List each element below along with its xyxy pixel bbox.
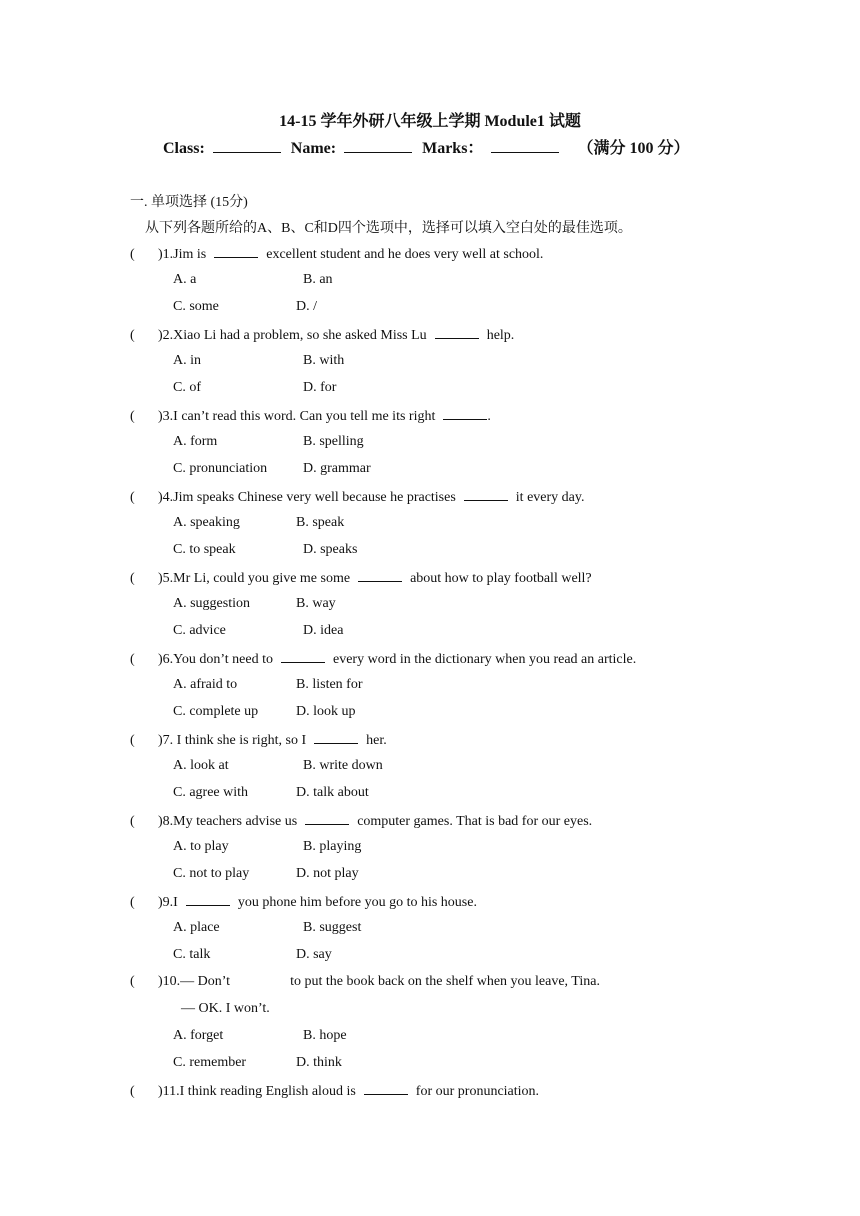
answer-paren[interactable]: (: [130, 247, 135, 262]
answer-paren[interactable]: (: [130, 895, 135, 910]
stem-text: excellent student and he does very well at school.: [266, 247, 544, 262]
stem-text: )1.Jim is: [158, 247, 207, 262]
stem-text: you phone him before you go to his house.: [237, 895, 477, 910]
stem-text: )6.You don’t need to: [158, 652, 273, 667]
answer-paren[interactable]: (: [130, 652, 135, 667]
stem-text: computer games. That is bad for our eyes.: [357, 814, 593, 829]
option-d: D. look up: [296, 704, 356, 719]
option-b: B. way: [296, 596, 336, 611]
student-info-line: [163, 135, 689, 158]
section-instruction: 从下列各题所给的A、B、C和D四个选项中，选择可以填入空白处的最佳选项。: [145, 221, 632, 236]
option-a: A. look at: [173, 758, 229, 773]
answer-paren[interactable]: (: [130, 733, 135, 748]
question-stem: [130, 812, 592, 830]
question-stem: [130, 245, 543, 263]
question-stem: [130, 893, 477, 911]
stem-text: )5.Mr Li, could you give me some: [158, 571, 351, 586]
option-a: A. forget: [173, 1028, 224, 1043]
option-d: D. /: [296, 299, 317, 314]
question-stem: [130, 326, 514, 344]
answer-paren[interactable]: (: [130, 328, 135, 343]
option-c: C. of: [173, 380, 201, 395]
option-c: C. to speak: [173, 542, 236, 557]
question-stem: [130, 569, 592, 587]
question-stem: [130, 650, 636, 668]
marks-blank[interactable]: [491, 138, 559, 153]
dialogue-reply: — OK. I won’t.: [181, 1001, 270, 1016]
option-b: B. hope: [303, 1028, 347, 1043]
answer-paren[interactable]: (: [130, 490, 135, 505]
page-title: 14-15 学年外研八年级上学期 Module1 试题: [279, 113, 581, 130]
option-b: B. listen for: [296, 677, 363, 692]
answer-blank: [358, 569, 402, 582]
option-c: C. complete up: [173, 704, 259, 719]
option-c: C. not to play: [173, 866, 250, 881]
stem-text: .: [487, 409, 491, 424]
option-d: D. think: [296, 1055, 342, 1070]
marks-label: Marks：: [422, 140, 484, 157]
question-stem: [130, 974, 600, 990]
option-b: B. with: [303, 353, 345, 368]
stem-text: )3.I can’t read this word. Can you tell me its right: [158, 409, 436, 424]
option-d: D. talk about: [296, 785, 369, 800]
option-a: A. suggestion: [173, 596, 250, 611]
stem-text: )7. I think she is right, so I: [158, 733, 307, 748]
class-label: Class:: [163, 140, 205, 157]
answer-paren[interactable]: (: [130, 1084, 135, 1099]
full-score-note: （满分 100 分）: [577, 140, 690, 157]
answer-blank: [443, 407, 487, 420]
stem-text: it every day.: [515, 490, 585, 505]
stem-text: to put the book back on the shelf when you leave, Tina.: [290, 974, 600, 989]
question-stem: [130, 488, 584, 506]
answer-blank: [305, 812, 349, 825]
stem-text: help.: [486, 328, 515, 343]
option-a: A. to play: [173, 839, 229, 854]
option-a: A. in: [173, 353, 201, 368]
answer-blank: [314, 731, 358, 744]
answer-paren[interactable]: (: [130, 571, 135, 586]
answer-paren[interactable]: (: [130, 974, 135, 989]
stem-text: )10.— Don’t: [158, 974, 231, 989]
option-b: B. spelling: [303, 434, 364, 449]
option-d: D. not play: [296, 866, 359, 881]
section-heading: 一. 单项选择 (15分): [130, 195, 248, 210]
stem-text: )4.Jim speaks Chinese very well because he practises: [158, 490, 456, 505]
option-d: D. say: [296, 947, 332, 962]
answer-blank: [214, 245, 258, 258]
stem-text: about how to play football well?: [410, 571, 592, 586]
answer-blank: [464, 488, 508, 501]
option-c: C. agree with: [173, 785, 249, 800]
option-c: C. pronunciation: [173, 461, 268, 476]
option-a: A. speaking: [173, 515, 240, 530]
name-blank[interactable]: [344, 138, 412, 153]
stem-text: )9.I: [158, 895, 178, 910]
question-stem: [130, 407, 491, 425]
answer-blank: [186, 893, 230, 906]
option-b: B. playing: [303, 839, 362, 854]
option-a: A. afraid to: [173, 677, 238, 692]
option-b: B. write down: [303, 758, 383, 773]
option-d: D. speaks: [303, 542, 358, 557]
class-blank[interactable]: [213, 138, 281, 153]
option-d: D. for: [303, 380, 337, 395]
answer-paren[interactable]: (: [130, 409, 135, 424]
option-c: C. talk: [173, 947, 211, 962]
option-b: B. suggest: [303, 920, 362, 935]
question-stem: [130, 1082, 539, 1100]
stem-text: )8.My teachers advise us: [158, 814, 298, 829]
stem-text: for our pronunciation.: [415, 1084, 540, 1099]
answer-blank: [281, 650, 325, 663]
option-b: B. speak: [296, 515, 345, 530]
stem-text: her.: [366, 733, 387, 748]
stem-text: every word in the dictionary when you read an article.: [333, 652, 637, 667]
question-stem: [130, 731, 387, 749]
answer-blank: [364, 1082, 408, 1095]
name-label: Name:: [290, 140, 337, 157]
option-d: D. grammar: [303, 461, 371, 476]
option-c: C. advice: [173, 623, 226, 638]
option-d: D. idea: [303, 623, 344, 638]
option-c: C. remember: [173, 1055, 247, 1070]
option-b: B. an: [303, 272, 333, 287]
stem-text: )11.I think reading English aloud is: [158, 1084, 356, 1099]
option-a: A. form: [173, 434, 218, 449]
option-c: C. some: [173, 299, 219, 314]
answer-blank: [435, 326, 479, 339]
answer-paren[interactable]: (: [130, 814, 135, 829]
option-a: A. place: [173, 920, 220, 935]
option-a: A. a: [173, 272, 197, 287]
stem-text: )2.Xiao Li had a problem, so she asked Miss Lu: [158, 328, 427, 343]
